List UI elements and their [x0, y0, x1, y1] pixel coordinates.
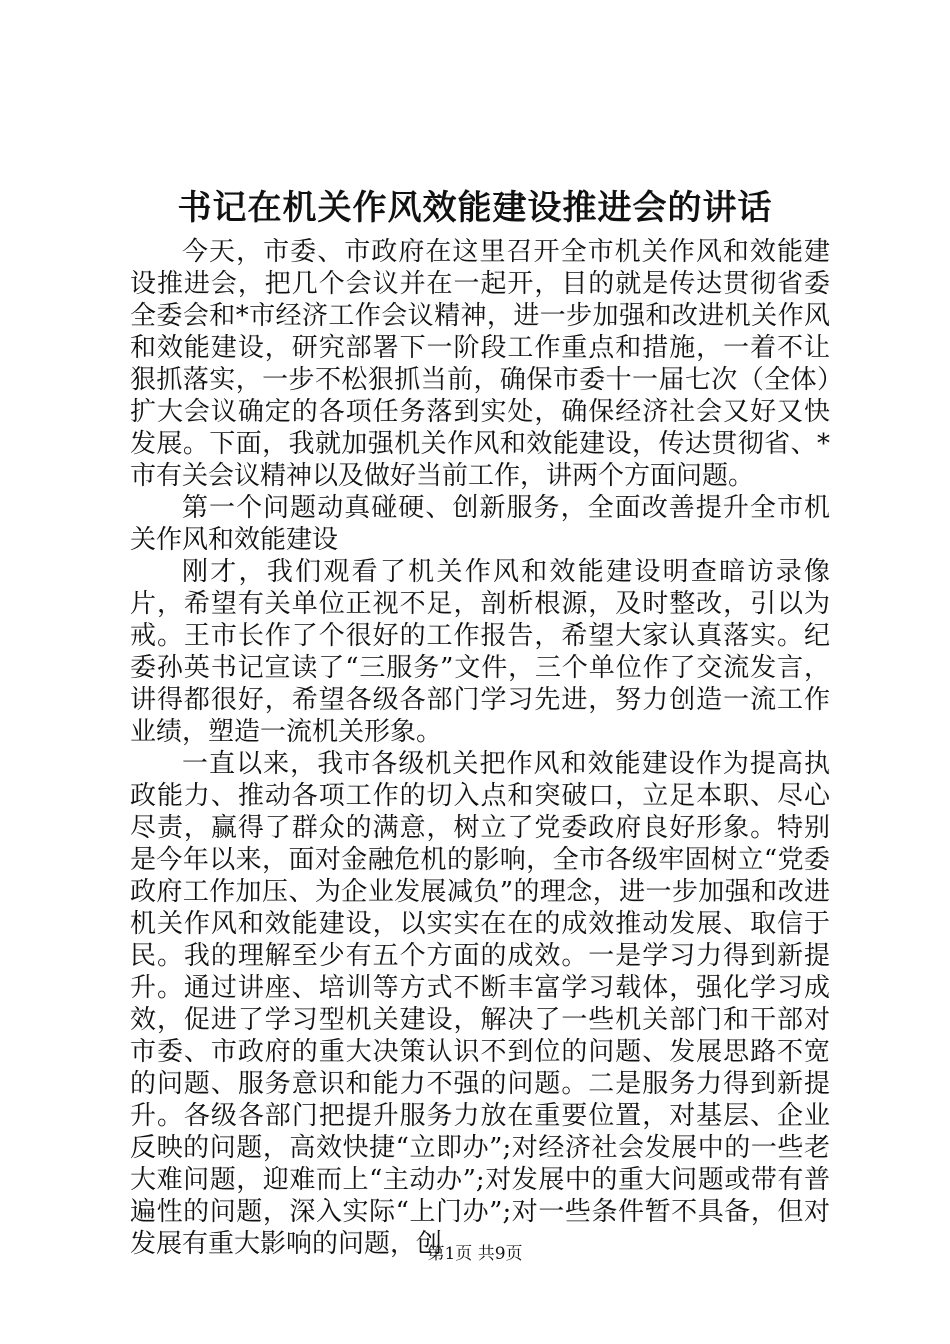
paragraph-intro: 今天，市委、市政府在这里召开全市机关作风和效能建设推进会，把几个会议并在一起开，目的就是传达贯彻省委全委会和*市经济工作会议精神，进一步加强和改进机关作风和效能建设，研究部署下一阶段工作重点和措施，一着不让狠抓落实，一步不松狠抓当前，确保市委十一届七次（全体）扩大会议确定的各项任务落到实处，确保经济社会又好又快发展。下面，我就加强机关作风和效能建设，传达贯彻省、*市有关会议精神以及做好当前工作，讲两个方面问题。 — [130, 237, 830, 491]
paragraph-section-heading: 第一个问题动真碰硬、创新服务，全面改善提升全市机关作风和效能建设 — [130, 493, 830, 555]
page-number-footer: 第1页 共9页 — [427, 1244, 523, 1264]
paragraph-video-review: 刚才，我们观看了机关作风和效能建设明查暗访录像片，希望有关单位正视不足，剖析根源，及时整改，引以为戒。王市长作了个很好的工作报告，希望大家认真落实。纪委孙英书记宣读了“三服务”文件，三个单位作了交流发言，讲得都很好，希望各级各部门学习先进，努力创造一流工作业绩，塑造一流机关形象。 — [130, 557, 830, 747]
document-body — [130, 236, 830, 1260]
paragraph-achievements: 一直以来，我市各级机关把作风和效能建设作为提高执政能力、推动各项工作的切入点和突破口，立足本职、尽心尽责，赢得了群众的满意，树立了党委政府良好形象。特别是今年以来，面对金融危机的影响，全市各级牢固树立“党委政府工作加压、为企业发展减负”的理念，进一步加强和改进机关作风和效能建设，以实实在在的成效推动发展、取信于民。我的理解至少有五个方面的成效。一是学习力得到新提升。通过讲座、培训等方式不断丰富学习载体，强化学习成效，促进了学习型机关建设，解决了一些机关部门和干部对市委、市政府的重大决策认识不到位的问题、发展思路不宽的问题、服务意识和能力不强的问题。二是服务力得到新提升。各级各部门把提升服务力放在重要位置，对基层、企业反映的问题，高效快捷“立即办”;对经济社会发展中的一些老大难问题，迎难而上“主动办”;对发展中的重大问题或带有普遍性的问题，深入实际“上门办”;对一些条件暂不具备，但对发展有重大影响的问题，创 — [130, 749, 830, 1259]
document-title: 书记在机关作风效能建设推进会的讲话 — [177, 188, 773, 228]
